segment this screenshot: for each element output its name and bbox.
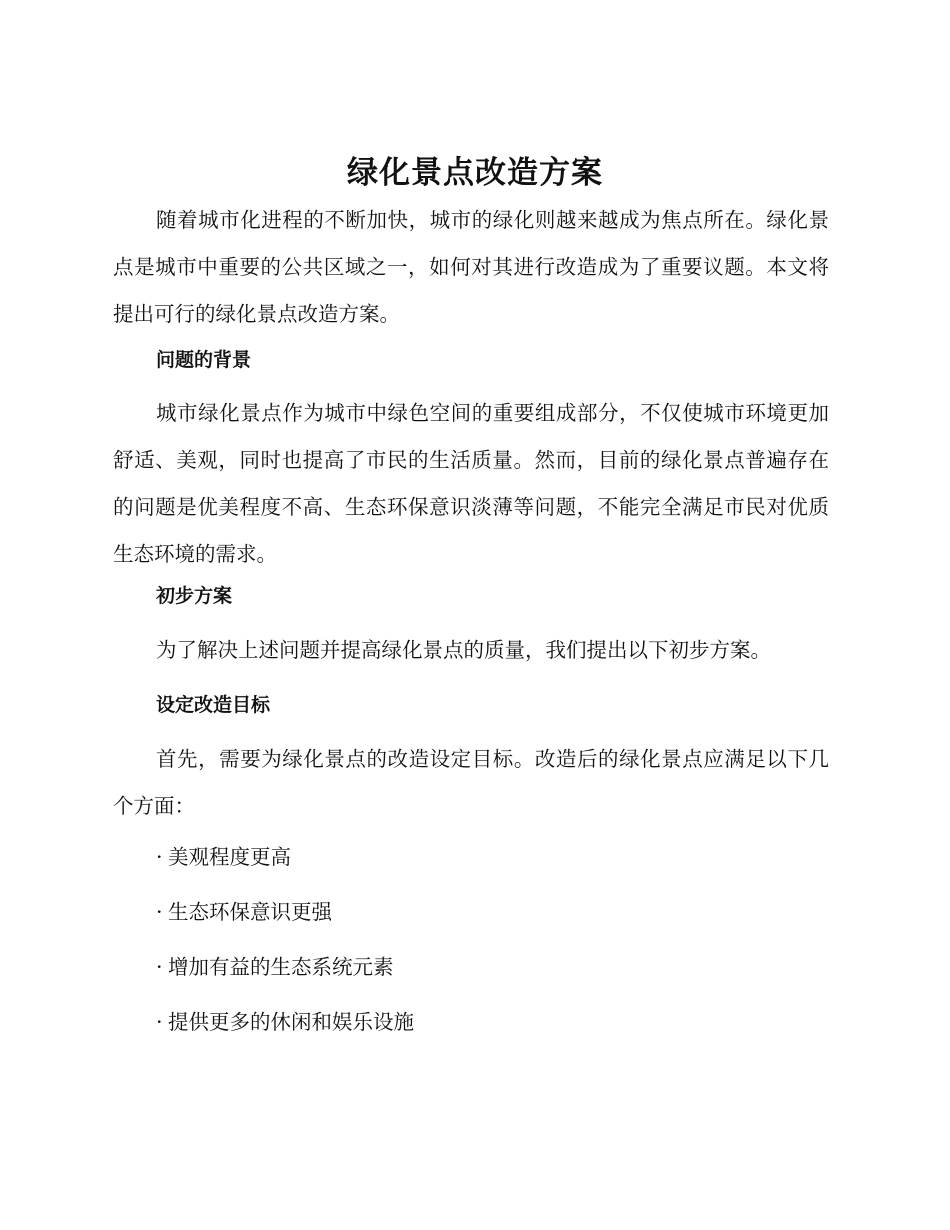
list-item bbox=[156, 842, 291, 872]
list-item-text: 提供更多的休闲和娱乐设施 bbox=[168, 1010, 414, 1034]
set-goals-paragraph: 首先，需要为绿化景点的改造设定目标。改造后的绿化景点应满足以下几个方面： bbox=[113, 747, 829, 818]
list-item bbox=[156, 1007, 414, 1037]
bullet-marker: · bbox=[156, 955, 163, 979]
document-title: 绿化景点改造方案 bbox=[347, 155, 603, 191]
section-heading-initial-plan: 初步方案 bbox=[156, 585, 233, 607]
list-item-text: 美观程度更高 bbox=[168, 845, 291, 869]
section-heading-set-goals: 设定改造目标 bbox=[156, 694, 271, 716]
bullet-marker: · bbox=[156, 900, 163, 924]
bullet-marker: · bbox=[156, 1010, 163, 1034]
intro-paragraph: 随着城市化进程的不断加快，城市的绿化则越来越成为焦点所在。绿化景点是城市中重要的公共区域之一，如何对其进行改造成为了重要议题。本文将提出可行的绿化景点改造方案。 bbox=[113, 208, 829, 326]
initial-plan-paragraph: 为了解决上述问题并提高绿化景点的质量，我们提出以下初步方案。 bbox=[156, 638, 771, 662]
list-item-text: 增加有益的生态系统元素 bbox=[168, 955, 394, 979]
section-heading-background: 问题的背景 bbox=[156, 349, 252, 371]
list-item-text: 生态环保意识更强 bbox=[168, 900, 332, 924]
list-item bbox=[156, 897, 332, 927]
list-item bbox=[156, 952, 394, 982]
bullet-marker: · bbox=[156, 845, 163, 869]
background-paragraph: 城市绿化景点作为城市中绿色空间的重要组成部分，不仅使城市环境更加舒适、美观，同时也提高了市民的生活质量。然而，目前的绿化景点普遍存在的问题是优美程度不高、生态环保意识淡薄等问题，不能完全满足市民对优质生态环境的需求。 bbox=[113, 401, 829, 566]
